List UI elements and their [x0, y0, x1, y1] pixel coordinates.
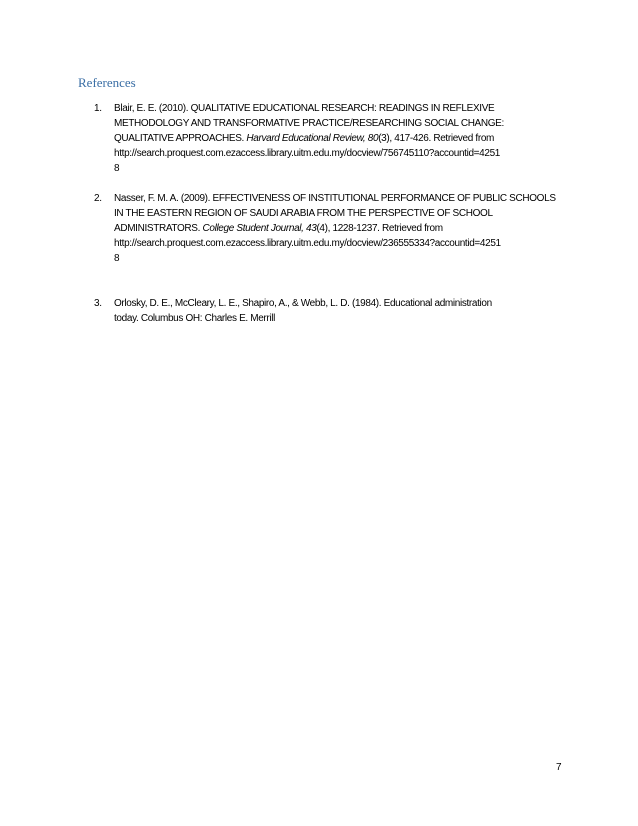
reference-text: QUALITATIVE APPROACHES.: [114, 133, 247, 144]
journal-title: College Student Journal, 43: [202, 223, 317, 234]
reference-line: METHODOLOGY AND TRANSFORMATIVE PRACTICE/RESEARCHING SOCIAL CHANGE:: [114, 118, 504, 129]
reference-line: [114, 221, 566, 236]
reference-url-continuation: 8: [114, 253, 120, 264]
reference-line: IN THE EASTERN REGION OF SAUDI ARABIA FROM THE PERSPECTIVE OF SCHOOL: [114, 208, 493, 219]
reference-url-continuation: 8: [114, 163, 120, 174]
reference-text: (4), 1228-1237. Retrieved from: [316, 223, 443, 234]
reference-line: [114, 131, 566, 146]
reference-number: 1.: [94, 103, 102, 114]
reference-item-3: [0, 296, 566, 326]
reference-number: 3.: [94, 298, 102, 309]
reference-url: http://search.proquest.com.ezaccess.library.uitm.edu.my/docview/236555334?accountid=4251: [114, 238, 501, 249]
reference-text: ADMINISTRATORS.: [114, 223, 203, 234]
reference-line: Orlosky, D. E., McCleary, L. E., Shapiro, A., & Webb, L. D. (1984). Educational administration: [114, 298, 492, 309]
reference-list: [0, 101, 638, 326]
reference-url: http://search.proquest.com.ezaccess.library.uitm.edu.my/docview/756745110?accountid=4251: [114, 148, 501, 159]
reference-item-1: [0, 101, 566, 176]
reference-text: (3), 417-426. Retrieved from: [378, 133, 495, 144]
reference-line: today. Columbus OH: Charles E. Merrill: [114, 313, 276, 324]
reference-number: 2.: [94, 193, 102, 204]
reference-line: Blair, E. E. (2010). QUALITATIVE EDUCATIONAL RESEARCH: READINGS IN REFLEXIVE: [114, 103, 495, 114]
references-heading: References: [78, 75, 136, 90]
journal-title: Harvard Educational Review, 80: [246, 133, 379, 144]
page-number: 7: [556, 762, 562, 773]
reference-line: Nasser, F. M. A. (2009). EFFECTIVENESS OF INSTITUTIONAL PERFORMANCE OF PUBLIC SCHOOLS: [114, 193, 556, 204]
reference-item-2: [0, 191, 566, 266]
